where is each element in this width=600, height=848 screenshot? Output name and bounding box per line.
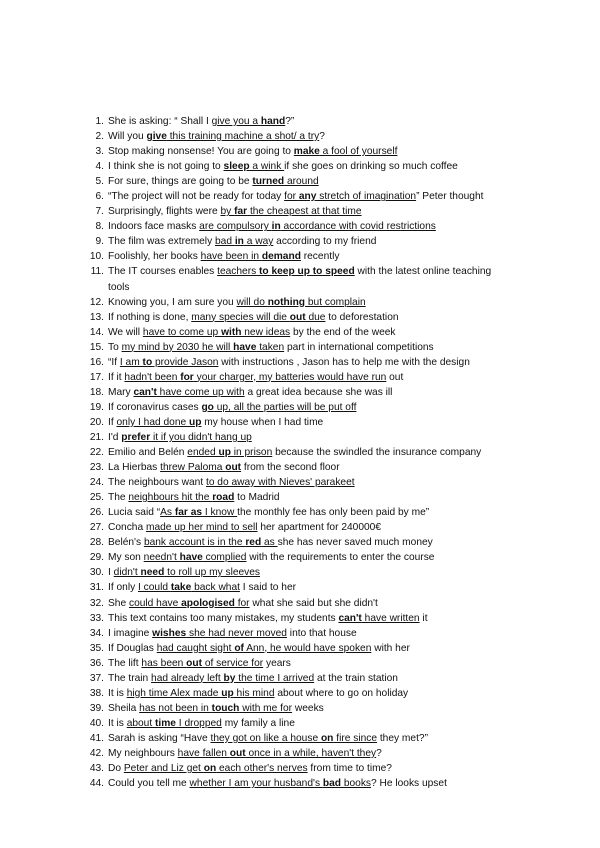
sentence-text: they met?” bbox=[377, 732, 428, 744]
answer-phrase: the time I arrived bbox=[235, 672, 315, 684]
item-number: 23. bbox=[89, 462, 104, 474]
sentence-text: The bbox=[108, 492, 129, 504]
answer-phrase: have come up with bbox=[156, 386, 245, 398]
list-item bbox=[0, 656, 600, 671]
answer-keyword: out bbox=[225, 462, 242, 474]
list-item bbox=[0, 686, 600, 701]
list-item bbox=[0, 701, 600, 716]
item-number: 15. bbox=[89, 341, 104, 353]
sentence-text: she has never saved much money bbox=[277, 537, 433, 549]
answer-phrase: about bbox=[126, 717, 156, 729]
item-number: 37. bbox=[89, 672, 104, 684]
sentence-text: with instructions , Jason has to help me with the design bbox=[218, 356, 470, 368]
sentence-text: with her bbox=[371, 642, 410, 654]
answer-phrase: his mind bbox=[233, 687, 275, 699]
sentence-text: I said to her bbox=[239, 582, 297, 594]
sentence-text: She is asking: “ Shall I bbox=[108, 116, 212, 127]
sentence-text: Emilio and Belén bbox=[108, 447, 188, 459]
sentence-text: ? bbox=[319, 131, 325, 143]
answer-phrase: a wink bbox=[249, 161, 285, 173]
item-number: 20. bbox=[89, 416, 104, 428]
answer-phrase: teachers bbox=[217, 266, 260, 278]
sentence-text: If Douglas bbox=[108, 642, 157, 654]
sentence-text: recently bbox=[300, 251, 340, 263]
list-item bbox=[0, 490, 600, 505]
list-item bbox=[0, 716, 600, 731]
sentence-text: out bbox=[386, 371, 404, 383]
answer-keyword: turned bbox=[252, 176, 285, 188]
sentence-text: I imagine bbox=[108, 627, 153, 639]
answer-keyword: any bbox=[298, 191, 317, 203]
answer-phrase: whether I am your husband's bbox=[189, 778, 323, 790]
item-number: 4. bbox=[95, 161, 104, 173]
list-item bbox=[0, 475, 600, 490]
sentence-text: I bbox=[108, 567, 114, 579]
answer-phrase: only I had done bbox=[116, 416, 190, 428]
sentence-text: If only bbox=[108, 582, 139, 594]
answer-phrase: complied bbox=[202, 552, 247, 564]
sentence-text: To bbox=[108, 341, 122, 353]
answer-phrase: many species will die bbox=[191, 311, 290, 323]
item-number: 21. bbox=[89, 431, 104, 443]
list-item bbox=[0, 219, 600, 234]
answer-phrase: bank account is in the bbox=[143, 537, 246, 549]
list-item bbox=[0, 671, 600, 686]
list-item bbox=[0, 565, 600, 580]
answer-phrase: new ideas bbox=[241, 326, 291, 338]
answer-phrase: with me for bbox=[239, 702, 293, 714]
answer-keyword: make bbox=[293, 146, 320, 158]
answer-keyword: up bbox=[189, 416, 202, 428]
list-item bbox=[0, 746, 600, 761]
list-item bbox=[0, 325, 600, 340]
sentence-text: because the swindled the insurance company bbox=[272, 447, 482, 459]
sentence-text: I'd bbox=[108, 431, 122, 443]
answer-phrase: has not been in bbox=[139, 702, 212, 714]
answer-keyword: red bbox=[245, 537, 262, 549]
answer-phrase: are compulsory bbox=[199, 221, 272, 233]
answer-phrase: to do away with Nieves' parakeet bbox=[205, 477, 355, 489]
answer-phrase: I could bbox=[138, 582, 171, 594]
item-number: 19. bbox=[89, 401, 104, 413]
answer-phrase: neighbours hit the bbox=[128, 492, 213, 504]
item-number: 30. bbox=[89, 567, 104, 579]
answer-keyword: for bbox=[180, 371, 194, 383]
item-number: 10. bbox=[89, 251, 104, 263]
answer-keyword: give bbox=[146, 131, 167, 143]
sentence-text: We will bbox=[108, 326, 143, 338]
list-item bbox=[0, 611, 600, 626]
item-number: 44. bbox=[89, 778, 104, 790]
sentence-text: It is bbox=[108, 717, 127, 729]
list-item bbox=[0, 189, 600, 204]
list-item bbox=[0, 370, 600, 385]
item-number: 18. bbox=[89, 386, 104, 398]
item-number: 43. bbox=[89, 763, 104, 775]
list-item bbox=[0, 234, 600, 249]
answer-phrase: the cheapest at that time bbox=[247, 206, 362, 218]
answer-phrase: made up her mind to sell bbox=[145, 522, 258, 534]
sentence-text: if she goes on drinking so much coffee bbox=[284, 161, 458, 173]
item-number: 42. bbox=[89, 747, 104, 759]
sentence-text: part in international competitions bbox=[284, 341, 434, 353]
answer-phrase: for bbox=[234, 597, 250, 609]
answer-phrase: Peter and Liz get bbox=[123, 763, 204, 775]
item-number: 6. bbox=[95, 191, 104, 203]
item-number: 33. bbox=[89, 612, 104, 624]
answer-keyword: have bbox=[179, 552, 203, 564]
answer-phrase: accordance with covid restrictions bbox=[280, 221, 436, 233]
list-item bbox=[0, 761, 600, 776]
answer-phrase: she had never moved bbox=[186, 627, 287, 639]
list-item bbox=[0, 520, 600, 535]
sentence-text: Surprisingly, flights were bbox=[108, 206, 221, 218]
item-number: 14. bbox=[89, 326, 104, 338]
sentence-text: Sarah is asking “Have bbox=[108, 732, 211, 744]
sentence-text: The neighbours want bbox=[108, 477, 206, 489]
answer-phrase: my mind by 2030 he will bbox=[121, 341, 234, 353]
answer-keyword: on bbox=[320, 732, 334, 744]
item-number: 38. bbox=[89, 687, 104, 699]
answer-keyword: of bbox=[234, 642, 244, 654]
item-number: 35. bbox=[89, 642, 104, 654]
list-item bbox=[0, 626, 600, 641]
list-item bbox=[0, 535, 600, 550]
answer-phrase: each other's nerves bbox=[216, 763, 308, 775]
sentence-text: The IT courses enables bbox=[108, 266, 218, 278]
sentence-text: Stop making nonsense! You are going to bbox=[108, 146, 294, 158]
answer-phrase: back what bbox=[191, 582, 240, 594]
sentence-text: If nothing is done, bbox=[108, 311, 192, 323]
item-number: 22. bbox=[89, 447, 104, 459]
sentence-text: My neighbours bbox=[108, 747, 178, 759]
answer-phrase: up bbox=[213, 401, 229, 413]
answer-phrase: have written bbox=[361, 612, 420, 624]
answer-keyword: prefer bbox=[121, 431, 151, 443]
answer-phrase: didn't bbox=[113, 567, 141, 579]
sentence-text: Will you bbox=[108, 131, 147, 143]
list-item bbox=[0, 144, 600, 159]
list-item bbox=[0, 114, 600, 129]
item-number: 41. bbox=[89, 732, 104, 744]
item-number: 2. bbox=[95, 131, 104, 143]
answer-phrase: bad bbox=[215, 236, 235, 248]
answer-keyword: up bbox=[221, 687, 234, 699]
item-number: 34. bbox=[89, 627, 104, 639]
item-number: 5. bbox=[95, 176, 104, 188]
answer-phrase: to roll up my sleeves bbox=[164, 567, 261, 579]
list-item bbox=[0, 204, 600, 219]
item-number: 11. bbox=[90, 266, 104, 278]
answer-phrase: could have bbox=[128, 597, 182, 609]
answer-phrase: your charger, my batteries would have run bbox=[193, 371, 387, 383]
list-item bbox=[0, 596, 600, 611]
answer-phrase: As bbox=[160, 507, 175, 519]
answer-phrase: ended bbox=[187, 447, 219, 459]
list-item bbox=[0, 460, 600, 475]
answer-phrase: had already left bbox=[151, 672, 224, 684]
sentence-text: it bbox=[419, 612, 428, 624]
answer-phrase: around bbox=[284, 176, 319, 188]
sentence-text: Mary bbox=[108, 386, 134, 398]
item-number: 8. bbox=[95, 221, 104, 233]
answer-keyword: touch bbox=[211, 702, 240, 714]
answer-keyword: to keep up to speed bbox=[259, 266, 355, 278]
answer-phrase: provide Jason bbox=[152, 356, 219, 368]
sentence-text: according to my friend bbox=[273, 236, 377, 248]
answer-keyword: sleep bbox=[223, 161, 250, 173]
answer-keyword: wishes bbox=[152, 627, 187, 639]
answer-phrase: had caught sight bbox=[156, 642, 235, 654]
list-item bbox=[0, 310, 600, 325]
sentence-text: The lift bbox=[108, 657, 142, 669]
sentence-text: at the train station bbox=[314, 672, 398, 684]
answer-keyword: have bbox=[233, 341, 257, 353]
sentence-text: her apartment for 240000€ bbox=[257, 522, 381, 534]
answer-phrase: books bbox=[341, 778, 372, 790]
answer-keyword: in bbox=[234, 236, 244, 248]
list-item bbox=[0, 174, 600, 189]
sentence-text: My son bbox=[108, 552, 144, 564]
sentence-text: The train bbox=[108, 672, 152, 684]
item-number: 32. bbox=[89, 597, 104, 609]
list-item bbox=[0, 249, 600, 264]
answer-phrase: of service for bbox=[202, 657, 264, 669]
sentence-text: If bbox=[108, 416, 117, 428]
item-number: 13. bbox=[89, 311, 104, 323]
answer-keyword: can't bbox=[338, 612, 362, 624]
answer-phrase: but complain bbox=[305, 296, 366, 308]
sentence-text: For sure, things are going to be bbox=[108, 176, 253, 188]
answer-phrase: in prison bbox=[230, 447, 273, 459]
sentence-text: Could you tell me bbox=[108, 778, 190, 790]
sentence-text: weeks bbox=[292, 702, 324, 714]
answer-keyword: by bbox=[223, 672, 236, 684]
list-item bbox=[0, 550, 600, 565]
sentence-text: from time to time? bbox=[307, 763, 392, 775]
answer-phrase: has been bbox=[141, 657, 187, 669]
sentence-text: La Hierbas bbox=[108, 462, 161, 474]
answer-keyword: far bbox=[234, 206, 248, 218]
list-item bbox=[0, 385, 600, 400]
answer-keyword: to bbox=[142, 356, 153, 368]
sentence-text: I think she is not going to bbox=[108, 161, 224, 173]
answer-keyword: time bbox=[155, 717, 176, 729]
answer-phrase: have to come up bbox=[142, 326, 222, 338]
sentence-text: ? bbox=[376, 747, 382, 759]
list-item bbox=[0, 400, 600, 415]
item-number: 9. bbox=[95, 236, 104, 248]
answer-keyword: take bbox=[170, 582, 192, 594]
sentence-text: Foolishly, her books bbox=[108, 251, 201, 263]
sentence-text: to Madrid bbox=[234, 492, 280, 504]
list-item bbox=[0, 430, 600, 445]
item-number: 39. bbox=[89, 702, 104, 714]
item-number: 3. bbox=[95, 146, 104, 158]
sentence-text: Belén's bbox=[108, 537, 144, 549]
answer-keyword: out bbox=[186, 657, 202, 669]
sentence-text: Sheila bbox=[108, 702, 140, 714]
sentence-text: The film was extremely bbox=[108, 236, 215, 248]
sentence-text: She bbox=[108, 597, 129, 609]
sentence-text: my family a line bbox=[221, 717, 295, 729]
sentence-list bbox=[0, 114, 600, 791]
answer-keyword: go bbox=[201, 401, 214, 413]
answer-keyword: need bbox=[140, 567, 165, 579]
list-item bbox=[0, 159, 600, 174]
sentence-text: Lucia said “ bbox=[108, 507, 161, 519]
sentence-text: into that house bbox=[286, 627, 357, 639]
answer-phrase: due bbox=[305, 311, 326, 323]
item-number: 27. bbox=[89, 522, 104, 534]
answer-phrase: this training machine a shot/ a try bbox=[166, 131, 320, 143]
item-number: 7. bbox=[95, 206, 104, 218]
sentence-text: “If bbox=[108, 356, 120, 368]
answer-phrase: a way bbox=[243, 236, 274, 248]
answer-phrase: hadn't been bbox=[124, 371, 181, 383]
list-item bbox=[0, 731, 600, 746]
answer-phrase: , all the parties will be put off bbox=[228, 401, 357, 413]
sentence-text: “The project will not be ready for today bbox=[108, 191, 285, 203]
sentence-text: If coronavirus cases bbox=[108, 401, 202, 413]
answer-phrase: as bbox=[261, 537, 278, 549]
sentence-text: Do bbox=[108, 763, 124, 775]
sentence-text: with the latest online teaching tools bbox=[108, 266, 492, 293]
list-item bbox=[0, 580, 600, 595]
sentence-text: my house when I had time bbox=[201, 416, 324, 428]
list-item bbox=[0, 129, 600, 144]
sentence-text: Concha bbox=[108, 522, 146, 534]
answer-keyword: out bbox=[229, 747, 246, 759]
item-number: 12. bbox=[89, 296, 104, 308]
answer-keyword: in bbox=[271, 221, 281, 233]
item-number: 25. bbox=[89, 492, 104, 504]
answer-phrase: I am bbox=[119, 356, 143, 368]
sentence-text: from the second floor bbox=[241, 462, 340, 474]
sentence-text: Indoors face masks bbox=[108, 221, 200, 233]
item-number: 24. bbox=[89, 477, 104, 489]
sentence-text: ?” bbox=[285, 116, 295, 127]
sentence-text: Knowing you, I am sure you bbox=[108, 296, 237, 308]
answer-phrase: Ann, he would have spoken bbox=[243, 642, 372, 654]
sentence-text: with the requirements to enter the course bbox=[246, 552, 435, 564]
sentence-text: It is bbox=[108, 687, 127, 699]
item-number: 28. bbox=[89, 537, 104, 549]
list-item bbox=[0, 415, 600, 430]
answer-keyword: far as bbox=[174, 507, 203, 519]
list-item bbox=[0, 445, 600, 460]
answer-phrase: give you a bbox=[211, 116, 261, 127]
list-item bbox=[0, 340, 600, 355]
answer-phrase: once in a while, haven't they bbox=[245, 747, 377, 759]
answer-phrase: stretch of imagination bbox=[316, 191, 417, 203]
sentence-text: This text contains too many mistakes, my students bbox=[108, 612, 339, 624]
answer-phrase: a fool of yourself bbox=[319, 146, 398, 158]
answer-keyword: hand bbox=[260, 116, 286, 127]
answer-phrase: by bbox=[220, 206, 235, 218]
list-item bbox=[0, 776, 600, 791]
answer-phrase: will do bbox=[236, 296, 268, 308]
answer-keyword: bad bbox=[322, 778, 341, 790]
item-number: 31. bbox=[89, 582, 104, 594]
sentence-text: by the end of the week bbox=[290, 326, 396, 338]
answer-keyword: up bbox=[218, 447, 231, 459]
item-number: 16. bbox=[89, 356, 104, 368]
answer-phrase: needn't bbox=[143, 552, 180, 564]
answer-keyword: can't bbox=[133, 386, 157, 398]
answer-phrase: for bbox=[284, 191, 299, 203]
item-number: 29. bbox=[89, 552, 104, 564]
item-number: 17. bbox=[89, 371, 104, 383]
item-number: 1. bbox=[95, 116, 104, 127]
sentence-text: ? He looks upset bbox=[371, 778, 447, 790]
answer-phrase: they got on like a house bbox=[210, 732, 321, 744]
answer-keyword: demand bbox=[261, 251, 301, 263]
list-item bbox=[0, 264, 600, 294]
list-item bbox=[0, 355, 600, 370]
answer-phrase: high time Alex made bbox=[126, 687, 222, 699]
sentence-text: a great idea because she was ill bbox=[244, 386, 393, 398]
answer-phrase: fire since bbox=[333, 732, 378, 744]
item-number: 36. bbox=[89, 657, 104, 669]
answer-phrase: have been in bbox=[200, 251, 262, 263]
item-number: 40. bbox=[89, 717, 104, 729]
sentence-text: what she said but she didn't bbox=[249, 597, 378, 609]
answer-phrase: it if you didn't hang up bbox=[150, 431, 252, 443]
answer-phrase: I dropped bbox=[175, 717, 222, 729]
sentence-text: If it bbox=[108, 371, 125, 383]
sentence-text: to deforestation bbox=[325, 311, 399, 323]
answer-phrase: have fallen bbox=[177, 747, 230, 759]
list-item bbox=[0, 505, 600, 520]
sentence-text: ” Peter thought bbox=[416, 191, 484, 203]
list-item bbox=[0, 295, 600, 310]
answer-keyword: apologised bbox=[181, 597, 235, 609]
list-item bbox=[0, 641, 600, 656]
sentence-text: the monthly fee has only been paid by me” bbox=[237, 507, 430, 519]
answer-keyword: road bbox=[212, 492, 235, 504]
answer-keyword: out bbox=[289, 311, 306, 323]
sentence-text: years bbox=[263, 657, 291, 669]
answer-keyword: with bbox=[221, 326, 242, 338]
sentence-text: about where to go on holiday bbox=[274, 687, 409, 699]
answer-phrase: threw Paloma bbox=[160, 462, 226, 474]
item-number: 26. bbox=[89, 507, 104, 519]
answer-keyword: on bbox=[203, 763, 217, 775]
answer-keyword: nothing bbox=[267, 296, 306, 308]
answer-phrase: I know bbox=[202, 507, 238, 519]
answer-phrase: taken bbox=[256, 341, 285, 353]
